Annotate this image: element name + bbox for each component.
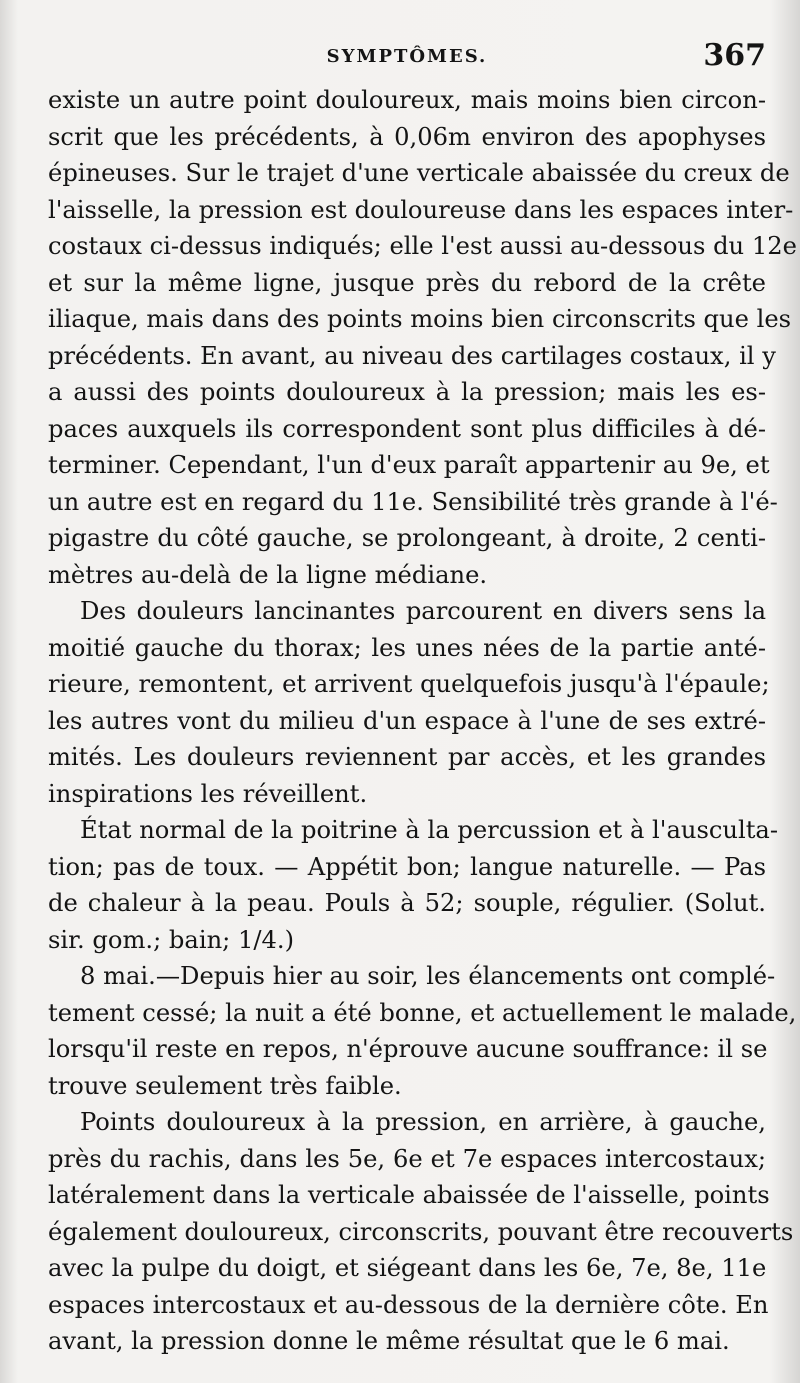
text-line: espaces intercostaux et au-dessous de la dernière côte. En xyxy=(48,1290,769,1319)
text-line: avant, la pression donne le même résultat que le 6 mai. xyxy=(48,1327,730,1355)
text-line: épineuses. Sur le trajet d'une verticale abaissée du creux de xyxy=(48,159,790,187)
text-line: inspirations les réveillent. xyxy=(48,779,368,808)
paragraph xyxy=(48,958,797,1104)
page-number: 367 xyxy=(703,38,766,73)
text-line: tement cessé; la nuit a été bonne, et actuellement le malade, xyxy=(48,998,797,1027)
text-line: les autres vont du milieu d'un espace à l'une de ses extré- xyxy=(48,706,766,735)
paragraph xyxy=(48,82,797,593)
text-line: également douloureux, circonscrits, pouvant être recouverts xyxy=(48,1217,794,1246)
page-body xyxy=(48,82,797,1360)
text-line: a aussi des points douloureux à la pression; mais les es- xyxy=(48,378,766,406)
text-line: un autre est en regard du 11e. Sensibilité très grande à l'é- xyxy=(48,487,778,516)
text-line: 8 mai.—Depuis hier au soir, les élancements ont complé- xyxy=(80,962,776,990)
paragraph xyxy=(48,812,779,958)
text-line: l'aisselle, la pression est douloureuse dans les espaces inter- xyxy=(48,195,794,224)
text-line: terminer. Cependant, l'un d'eux paraît appartenir au 9e, et xyxy=(48,451,770,479)
text-line: Des douleurs lancinantes parcourent en divers sens la xyxy=(80,597,766,625)
text-line: État normal de la poitrine à la percussion et à l'ausculta- xyxy=(80,816,779,844)
text-line: Points douloureux à la pression, en arrière, à gauche, xyxy=(80,1108,766,1136)
text-line: paces auxquels ils correspondent sont plus difficiles à dé- xyxy=(48,414,766,443)
text-line: moitié gauche du thorax; les unes nées de la partie anté- xyxy=(48,633,766,662)
text-line: mètres au-delà de la ligne médiane. xyxy=(48,560,488,589)
text-line: mités. Les douleurs reviennent par accès, et les grandes xyxy=(48,743,766,771)
text-line: existe un autre point douloureux, mais moins bien circon- xyxy=(48,86,766,114)
text-line: latéralement dans la verticale abaissée de l'aisselle, points xyxy=(48,1181,770,1209)
text-line: scrit que les précédents, à 0,06m environ des apophyses xyxy=(48,122,766,151)
text-line: lorsqu'il reste en repos, n'éprouve aucune souffrance: il se xyxy=(48,1035,768,1063)
text-line: avec la pulpe du doigt, et siégeant dans les 6e, 7e, 8e, 11e xyxy=(48,1254,767,1282)
text-line: trouve seulement très faible. xyxy=(48,1071,402,1100)
text-line: sir. gom.; bain; 1/4.) xyxy=(48,925,295,954)
text-line: costaux ci-dessus indiqués; elle l'est aussi au-dessous du 12e xyxy=(48,232,797,260)
page-header xyxy=(48,38,766,88)
text-line: près du rachis, dans les 5e, 6e et 7e espaces intercostaux; xyxy=(48,1144,766,1173)
text-line: tion; pas de toux. — Appétit bon; langue naturelle. — Pas xyxy=(48,852,766,881)
text-line: précédents. En avant, au niveau des cartilages costaux, il y xyxy=(48,341,776,370)
paragraph xyxy=(48,1104,794,1360)
text-line: pigastre du côté gauche, se prolongeant, à droite, 2 centi- xyxy=(48,524,766,552)
text-line: et sur la même ligne, jusque près du rebord de la crête xyxy=(48,268,766,297)
text-line: iliaque, mais dans des points moins bien circonscrits que les xyxy=(48,305,792,333)
text-line: rieure, remontent, et arrivent quelquefois jusqu'à l'épaule; xyxy=(48,670,770,698)
running-head: SYMPTÔMES. xyxy=(326,46,488,67)
text-line: de chaleur à la peau. Pouls à 52; souple, régulier. (Solut. xyxy=(48,889,766,917)
paragraph xyxy=(48,593,770,812)
